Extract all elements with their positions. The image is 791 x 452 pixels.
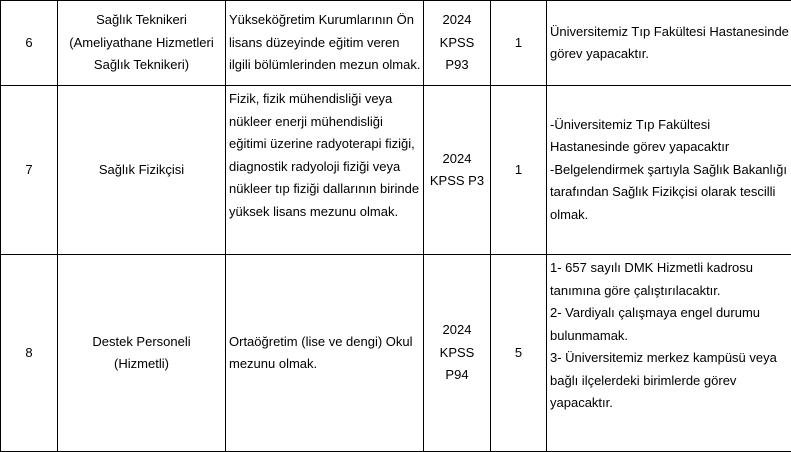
position-title: Sağlık Fizikçisi <box>58 86 226 255</box>
position-title: Destek Personeli (Hizmetli) <box>58 255 226 452</box>
row-number: 8 <box>1 255 58 452</box>
table-row <box>1 1 791 86</box>
position-count: 1 <box>491 86 547 255</box>
requirement-text: Yükseköğretim Kurumlarının Ön lisans düzeyinde eğitim veren ilgili bölümlerinden mezun olmak. <box>226 1 424 86</box>
notes-text: Üniversitemiz Tıp Fakültesi Hastanesinde görev yapacaktır. <box>547 1 791 86</box>
table-row <box>1 86 791 255</box>
position-count: 1 <box>491 1 547 86</box>
table-row <box>1 255 791 452</box>
kpss-score-type: 2024 KPSS P3 <box>424 86 491 255</box>
kpss-score-type: 2024 KPSS P94 <box>424 255 491 452</box>
notes-text: 1- 657 sayılı DMK Hizmetli kadrosu tanımına göre çalıştırılacaktır. 2- Vardiyalı çalışmaya engel durumu bulunmamak. 3- Üniversitemiz merkez kampüsü veya bağlı ilçelerdeki birimlerde görev yapacaktır. <box>547 255 791 452</box>
position-count: 5 <box>491 255 547 452</box>
kpss-score-type: 2024 KPSS P93 <box>424 1 491 86</box>
row-number: 7 <box>1 86 58 255</box>
row-number: 6 <box>1 1 58 86</box>
requirement-text: Ortaöğretim (lise ve dengi) Okul mezunu olmak. <box>226 255 424 452</box>
position-title: Sağlık Teknikeri (Ameliyathane Hizmetleri Sağlık Teknikeri) <box>58 1 226 86</box>
requirement-text: Fizik, fizik mühendisliği veya nükleer enerji mühendisliği eğitimi üzerine radyoterapi fiziği, diagnostik radyoloji fiziği veya nükleer tıp fiziği dallarının birinde yüksek lisans mezunu olmak. <box>226 86 424 255</box>
notes-text: -Üniversitemiz Tıp Fakültesi Hastanesinde görev yapacaktır -Belgelendirmek şartıyla Sağlık Bakanlığı tarafından Sağlık Fizikçisi olarak tescilli olmak. <box>547 86 791 255</box>
